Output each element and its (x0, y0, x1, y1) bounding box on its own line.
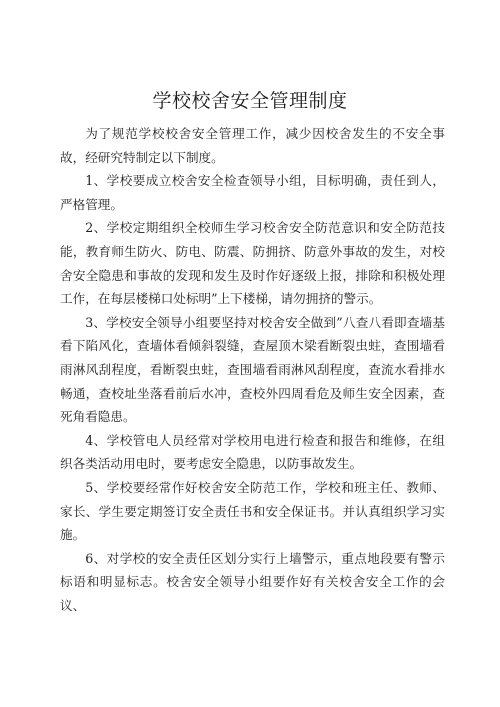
paragraph-intro: 为了规范学校校舍安全管理工作，减少因校舍发生的不安全事故，经研究特制定以下制度。 (60, 126, 445, 165)
paragraph-item-3: 3、学校安全领导小组要坚持对校舍安全做到”八查八看即查墙基看下陷风化，查墙体看倾斜裂缝，查屋顶木梁看断裂虫蛀，查围墙看雨淋风刮程度，看断裂虫蛀，查围墙看雨淋风刮程度，查流水看排水畅通，查校址坐落看前后水冲，查校外四周看危及师生安全因素，查死角看隐患。 (60, 314, 445, 425)
paragraph-item-5: 5、学校要经常作好校舍安全防范工作，学校和班主任、教师、家长、学生要定期签订安全责任书和安全保证书。并认真组织学习实施。 (60, 479, 445, 543)
document-body (60, 122, 445, 617)
paragraph-item-4: 4、学校管电人员经常对学校用电进行检查和报告和维修，在组织各类活动用电时，要考虑安全隐患，以防事故发生。 (60, 432, 445, 472)
paragraph-item-1: 1、学校要成立校舍安全检查领导小组，目标明确，责任到人，严格管理。 (60, 173, 445, 212)
document-title: 学校校舍安全管理制度 (152, 90, 348, 112)
paragraph-item-6: 6、对学校的安全责任区划分实行上墙警示，重点地段要有警示标语和明显标志。校舍安全领导小组要作好有关校舍安全工作的会议、 (60, 550, 445, 613)
paragraph-item-2: 2、学校定期组织全校师生学习校舍安全防范意识和安全防范技能，教育师生防火、防电、防震、防拥挤、防意外事故的发生，对校舍安全隐患和事故的发现和发生及时作好逐级上报，排除和积极处理工作，在每层楼梯口处标明”上下楼梯，请勿拥挤的警示。 (60, 220, 445, 307)
